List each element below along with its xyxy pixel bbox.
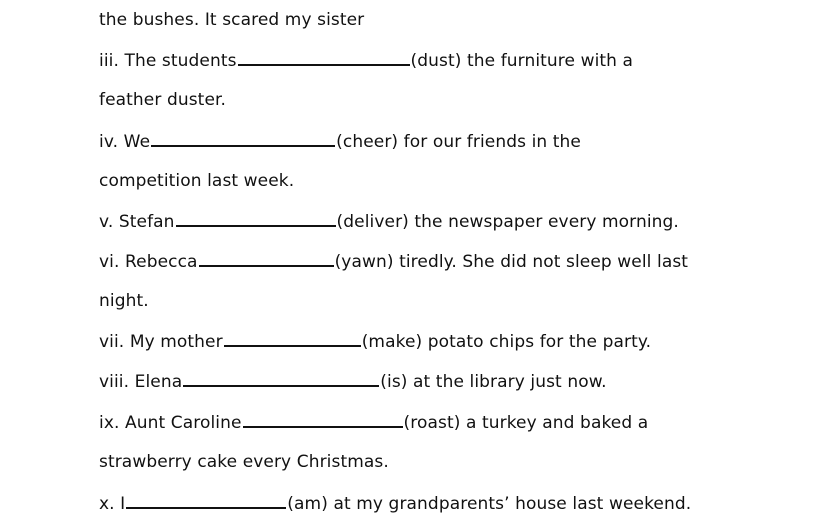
question-text: viii. Elena [99,372,183,392]
line-text: strawberry cake every Christmas. [99,452,389,472]
answer-blank[interactable] [243,412,403,428]
question-text: iv. We [99,132,151,152]
question-verb-text: (am) at my grandparents’ house last weekend. [287,494,692,514]
question-viii [99,371,607,392]
question-verb-text: (make) potato chips for the party. [361,332,652,352]
answer-blank[interactable] [224,331,361,347]
question-verb-text: (yawn) tiredly. She did not sleep well last [334,252,689,272]
question-verb-text: (dust) the furniture with a [410,51,634,71]
text-line [99,10,364,30]
line-text: feather duster. [99,90,227,110]
text-line [99,291,149,311]
answer-blank[interactable] [151,131,335,147]
question-ix [99,412,648,433]
question-verb-text: (is) at the library just now. [380,372,607,392]
line-text: the bushes. It scared my sister [99,10,365,30]
question-v [99,211,679,232]
text-line [99,171,294,191]
question-text: vii. My mother [99,332,223,352]
question-text: iii. The students [99,51,237,71]
answer-blank[interactable] [238,50,410,66]
line-text: competition last week. [99,171,295,191]
question-text: v. Stefan [99,212,175,232]
question-verb-text: (deliver) the newspaper every morning. [336,212,679,232]
answer-blank[interactable] [199,251,334,267]
question-verb-text: (cheer) for our friends in the [336,132,581,152]
question-text: x. I [99,494,126,514]
question-vi [99,251,688,272]
text-line [99,90,226,110]
answer-blank[interactable] [126,493,286,509]
answer-blank[interactable] [183,371,379,387]
answer-blank[interactable] [176,211,336,227]
question-text: ix. Aunt Caroline [99,413,242,433]
question-x [99,493,691,514]
question-iii [99,50,633,71]
line-text: night. [99,291,149,311]
question-vii [99,331,651,352]
text-line [99,452,389,472]
question-verb-text: (roast) a turkey and baked a [403,413,649,433]
question-text: vi. Rebecca [99,252,198,272]
question-iv [99,131,581,152]
